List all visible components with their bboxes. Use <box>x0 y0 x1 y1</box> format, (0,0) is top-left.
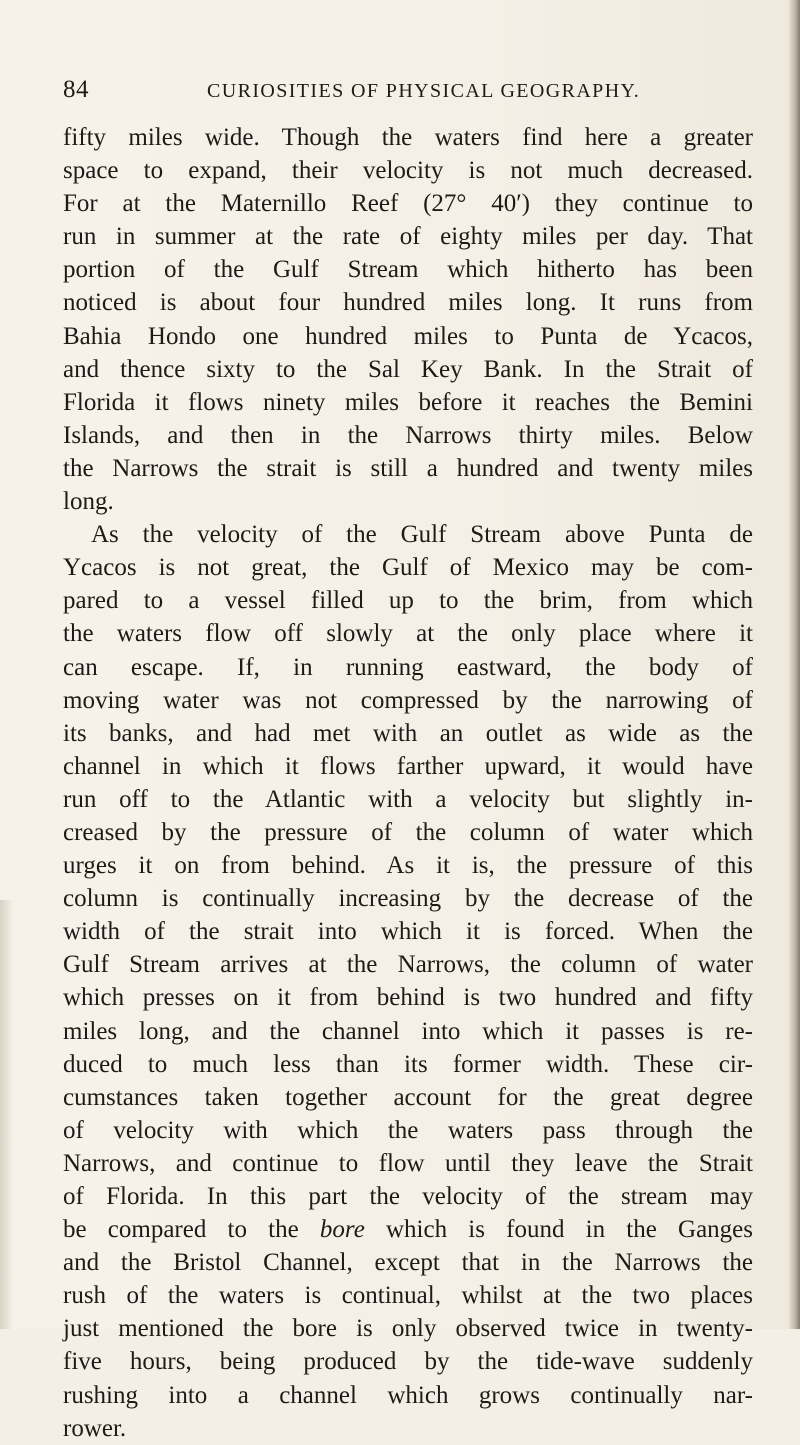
text-line: Gulf Stream arrives at the Narrows, the column of water <box>63 951 753 979</box>
page-edge-shadow-left <box>0 900 14 1329</box>
text-fragment: be compared to the <box>63 1216 320 1244</box>
text-line: Ycacos is not great, the Gulf of Mexico may be com- <box>63 554 753 582</box>
text-line: miles long, and the channel into which it passes is re- <box>63 1017 753 1045</box>
text-line: channel in which it flows farther upward, it would have <box>63 752 753 780</box>
text-line: width of the strait into which it is forced. When the <box>63 918 753 946</box>
text-line: rower. <box>63 1414 127 1442</box>
text-line: fifty miles wide. Though the waters find here a greater <box>63 124 753 151</box>
text-line: Islands, and then in the Narrows thirty miles. Below <box>63 421 753 449</box>
text-line: As the velocity of the Gulf Stream above Punta de <box>91 521 753 549</box>
text-line: Florida it flows ninety miles before it reaches the Bemini <box>63 388 753 416</box>
text-line: of velocity with which the waters pass through the <box>63 1116 753 1144</box>
text-line: Narrows, and continue to flow until they leave the Strait <box>63 1149 753 1177</box>
text-line: column is continually increasing by the decrease of the <box>63 885 753 913</box>
text-line: moving water was not compressed by the narrowing of <box>63 686 753 714</box>
text-line: run in summer at the rate of eighty miles per day. That <box>63 223 753 251</box>
text-line: the Narrows the strait is still a hundred and twenty miles <box>63 454 753 482</box>
text-line: portion of the Gulf Stream which hitherto has been <box>63 256 753 284</box>
text-line: Bahia Hondo one hundred miles to Punta de Ycacos, <box>63 322 753 350</box>
text-fragment: which is found in the Ganges <box>364 1216 753 1244</box>
body-text <box>63 121 753 1445</box>
page-number: 84 <box>63 76 89 103</box>
text-line: and the Bristol Channel, except that in the Narrows the <box>63 1249 753 1277</box>
text-line: duced to much less than its former width. These cir- <box>63 1050 753 1078</box>
text-line: of Florida. In this part the velocity of the stream may <box>63 1183 753 1210</box>
text-line: its banks, and had met with an outlet as wide as the <box>63 719 753 747</box>
text-line: creased by the pressure of the column of water which <box>63 818 753 846</box>
text-line: the waters flow off slowly at the only place where it <box>63 620 753 648</box>
text-line: long. <box>63 488 114 516</box>
text-line: For at the Maternillo Reef (27° 40′) they continue to <box>63 190 753 218</box>
running-head <box>63 76 753 106</box>
text-line: urges it on from behind. As it is, the pressure of this <box>63 852 753 880</box>
text-line: rush of the waters is continual, whilst at the two places <box>63 1282 753 1310</box>
paragraph-1 <box>63 121 753 518</box>
text-line: run off to the Atlantic with a velocity but slightly in- <box>63 785 753 813</box>
text-line: and thence sixty to the Sal Key Bank. In the Strait of <box>63 355 753 383</box>
paragraph-2 <box>63 518 753 1445</box>
text-line: space to expand, their velocity is not much decreased. <box>63 157 753 185</box>
text-line: can escape. If, in running eastward, the body of <box>63 653 753 681</box>
text-line: just mentioned the bore is only observed twice in twenty- <box>63 1315 753 1343</box>
text-line-bore <box>63 1213 753 1246</box>
text-line: five hours, being produced by the tide-wave suddenly <box>63 1348 753 1376</box>
text-line: cumstances taken together account for the great degree <box>63 1083 753 1111</box>
text-line: rushing into a channel which grows continually nar- <box>63 1381 753 1409</box>
italic-term-bore: bore <box>319 1216 365 1244</box>
page-edge-shadow-right <box>788 0 800 1329</box>
text-line: noticed is about four hundred miles long. It runs from <box>63 289 753 317</box>
text-line: pared to a vessel filled up to the brim, from which <box>63 587 753 615</box>
running-title: CURIOSITIES OF PHYSICAL GEOGRAPHY. <box>207 80 641 102</box>
text-line: which presses on it from behind is two hundred and fifty <box>63 984 753 1012</box>
